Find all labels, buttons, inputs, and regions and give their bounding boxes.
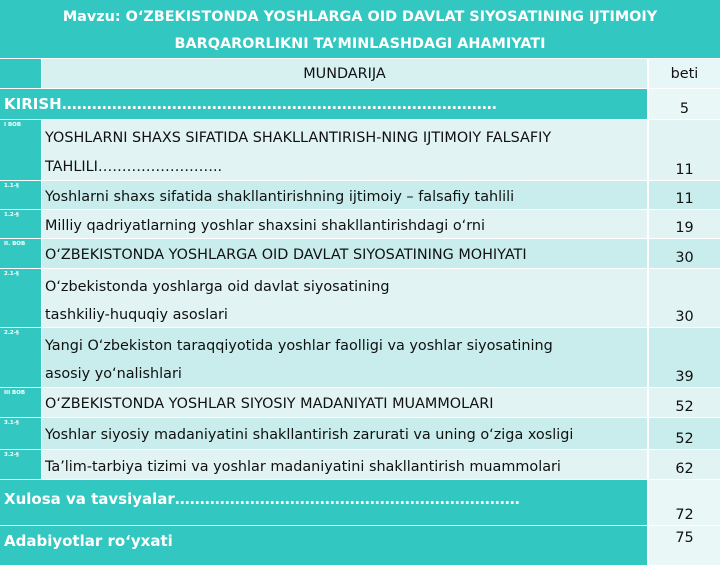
toc-row (0, 268, 720, 327)
toc-row-literature (0, 525, 720, 565)
title-line-2: BARQARORLIKNI TA’MINLASHDAGI AHAMIYATI (174, 36, 546, 52)
toc-row-line: O‘ZBEKISTONDA YOSHLAR SIYOSIY MADANIYATI MUAMMOLARI (45, 396, 494, 412)
toc-row-label: 1.1-§ (0, 180, 42, 209)
toc-row-text (42, 417, 647, 449)
toc-row-line: TAHLILI…………………….. (45, 159, 223, 175)
toc-row-line: Yoshlarni shaxs sifatida shakllantirishning ijtimoiy – falsafiy tahlili (45, 189, 515, 205)
toc-row-page: 62 (647, 449, 720, 479)
toc-row-page: 39 (647, 327, 720, 387)
toc-row-line: O‘ZBEKISTONDA YOSHLARGA OID DAVLAT SIYOSATINING MOHIYATI (45, 247, 527, 263)
intro-page: 5 (647, 88, 720, 119)
toc-row (0, 119, 720, 180)
toc-row-page: 19 (647, 209, 720, 238)
toc-row-conclusion (0, 479, 720, 525)
toc-row-text (42, 119, 647, 180)
toc-header-page: beti (647, 58, 720, 88)
toc-row-label: 1.2-§ (0, 209, 42, 238)
toc-row-label: 2.2-§ (0, 327, 42, 387)
toc-row (0, 417, 720, 449)
toc-row-line: tashkiliy-huquqiy asoslari (45, 307, 228, 323)
literature-page: 75 (647, 525, 720, 565)
title-line-1: Mavzu: O‘ZBEKISTONDA YOSHLARGA OID DAVLAT SIYOSATINING IJTIMOIY (62, 9, 658, 25)
toc-row-text (42, 180, 647, 209)
toc-row-line: O‘zbekistonda yoshlarga oid davlat siyosatining (45, 279, 390, 295)
toc-row-page: 11 (647, 119, 720, 180)
toc-row-page: 11 (647, 180, 720, 209)
toc-row-line: YOSHLARNI SHAXS SIFATIDA SHAKLLANTIRISH-NING IJTIMOIY FALSAFIY (45, 130, 552, 146)
toc-row-text (42, 387, 647, 417)
toc-row-page: 52 (647, 417, 720, 449)
toc-row-label: 3.2-§ (0, 449, 42, 479)
conclusion-text: Xulosa va tavsiyalar…………………………………………………………… (0, 479, 647, 525)
toc-row-label: II. BOB (0, 238, 42, 268)
toc-row-page: 30 (647, 238, 720, 268)
toc-row-line: Milliy qadriyatlarning yoshlar shaxsini shakllantirishdagi o‘rni (45, 218, 485, 234)
toc-row-label: 2.1-§ (0, 268, 42, 327)
toc-row (0, 209, 720, 238)
toc-row-page: 52 (647, 387, 720, 417)
toc-row (0, 387, 720, 417)
toc-row-label: 3.1-§ (0, 417, 42, 449)
toc-row-line: Yangi O‘zbekiston taraqqiyotida yoshlar faolligi va yoshlar siyosatining (45, 338, 553, 354)
title-band (0, 0, 720, 58)
intro-text: KIRISH…………………………………………………………………………… (0, 88, 647, 119)
toc-row (0, 449, 720, 479)
literature-text: Adabiyotlar ro‘yxati (0, 525, 647, 565)
toc-row-line: Yoshlar siyosiy madaniyatini shakllantirish zarurati va uning o‘ziga xosligi (45, 427, 574, 443)
conclusion-page: 72 (647, 479, 720, 525)
toc-header-title: MUNDARIJA (42, 58, 647, 88)
toc-row-text (42, 238, 647, 268)
toc-header-label-cell (0, 58, 42, 88)
toc-row (0, 180, 720, 209)
toc-header-row (0, 58, 720, 88)
toc-row-text (42, 209, 647, 238)
toc-row-label: I BOB (0, 119, 42, 180)
toc-row-line: asosiy yo‘nalishlari (45, 366, 182, 382)
toc-row-intro (0, 88, 720, 119)
toc-row-line: Ta’lim-tarbiya tizimi va yoshlar madaniyatini shakllantirish muammolari (45, 459, 561, 475)
toc-row-page: 30 (647, 268, 720, 327)
toc-row-text (42, 327, 647, 387)
toc-row-text (42, 449, 647, 479)
toc-row-text (42, 268, 647, 327)
toc-table (0, 58, 720, 565)
toc-row (0, 238, 720, 268)
toc-row (0, 327, 720, 387)
toc-row-label: III BOB (0, 387, 42, 417)
